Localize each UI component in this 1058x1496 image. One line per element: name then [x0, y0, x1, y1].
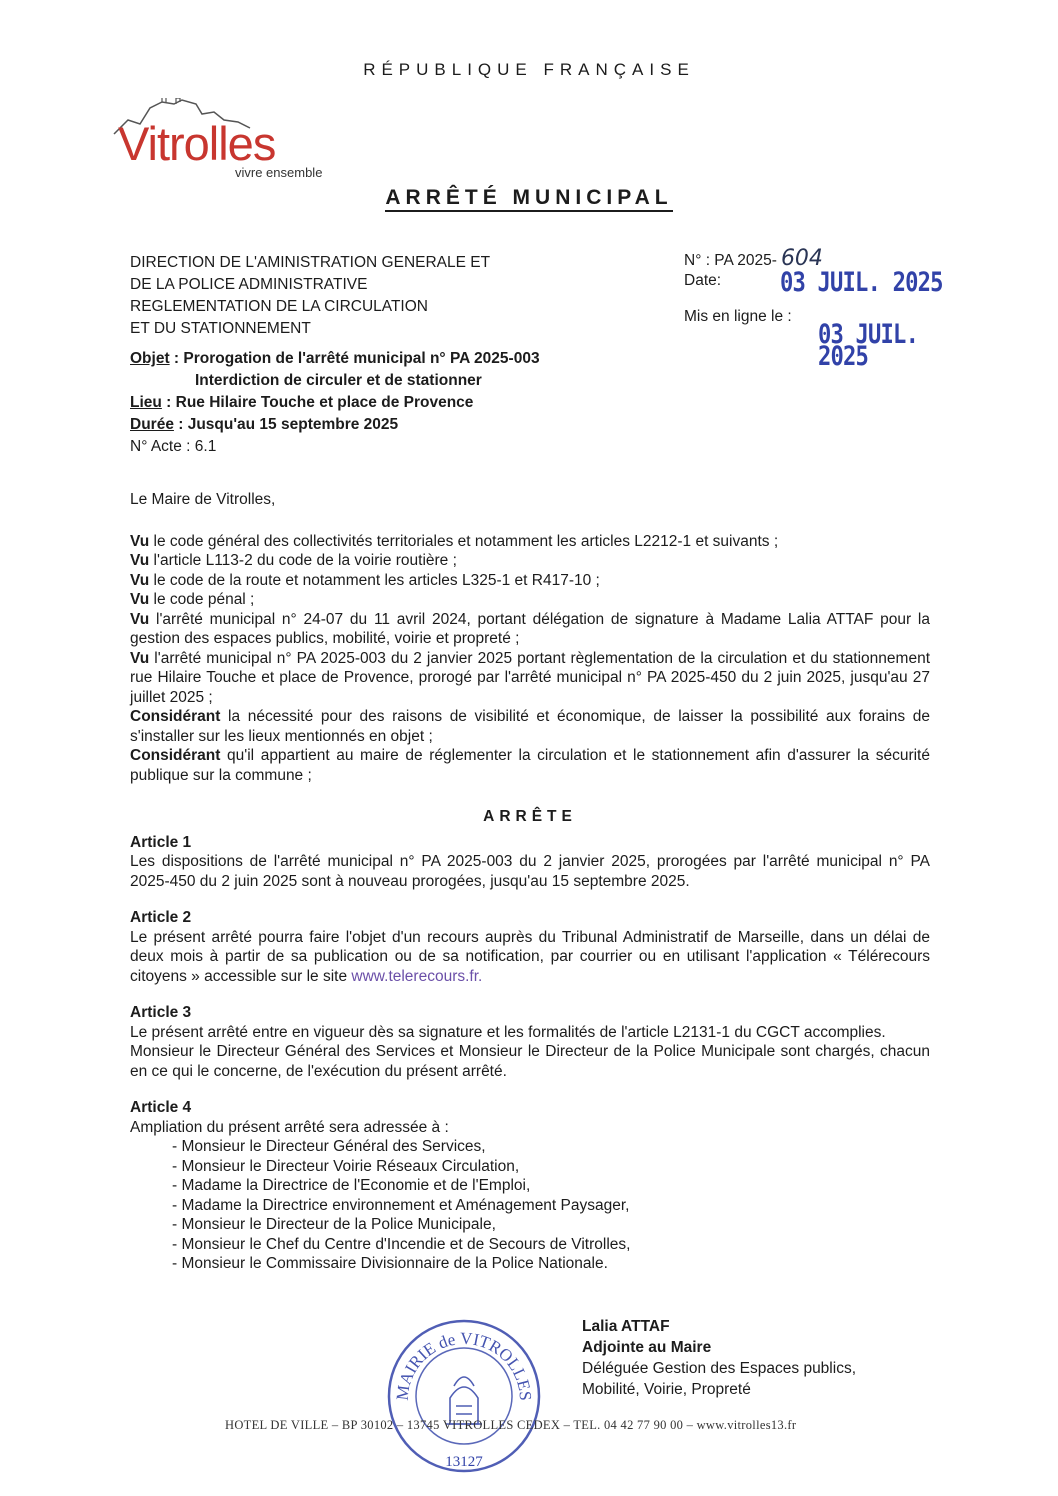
- objet-label: Objet: [130, 350, 170, 367]
- date-label: Date:: [684, 272, 722, 289]
- direction-line: DIRECTION DE L'AMINISTRATION GENERALE ET: [130, 254, 491, 271]
- article-1-title: Article 1: [130, 833, 192, 851]
- telerecours-link[interactable]: www.telerecours.fr.: [351, 967, 483, 985]
- duree-label: Durée: [130, 416, 174, 433]
- signature-block: [582, 1316, 856, 1400]
- acte-number: N° Acte : 6.1: [130, 438, 217, 455]
- intro: Le Maire de Vitrolles,: [130, 491, 276, 508]
- direction-line: DE LA POLICE ADMINISTRATIVE: [130, 276, 368, 293]
- vitrolles-logo: [110, 98, 380, 193]
- direction-line: ET DU STATIONNEMENT: [130, 320, 311, 337]
- logo-tagline: vivre ensemble: [235, 165, 323, 180]
- document-title: ARRÊTÉ MUNICIPAL: [0, 186, 1058, 210]
- list-item: - Monsieur le Directeur de la Police Municipale,: [172, 1216, 496, 1233]
- signatory-delegation: Mobilité, Voirie, Propreté: [582, 1381, 751, 1398]
- list-item: - Monsieur le Chef du Centre d'Incendie et de Secours de Vitrolles,: [172, 1235, 631, 1253]
- consideration-item: Vu le code général des collectivités territoriales et notamment les articles L2212-1 et suivants ;: [130, 532, 779, 550]
- reference-block: [684, 246, 1014, 372]
- article-2-title: Article 2: [130, 909, 192, 926]
- consideration-item: Vu l'arrêté municipal n° 24-07 du 11 avril 2024, portant délégation de signature à Madame Lalia ATTAF pour la gestion des espaces publics, mobilité, voirie et propreté ;: [130, 610, 930, 647]
- recipients-list: [130, 1137, 930, 1274]
- objet-text-2: Interdiction de circuler et de stationner: [195, 372, 482, 389]
- footer-address: HOTEL DE VILLE – BP 30102 – 13745 VITROLLES CEDEX – TEL. 04 42 77 90 00 – www.vitrolles13.fr: [225, 1418, 797, 1432]
- seal-code: 13127: [445, 1454, 483, 1470]
- lieu-text: : Rue Hilaire Touche et place de Provence: [161, 394, 474, 411]
- signatory-name: Lalia ATTAF: [582, 1318, 670, 1335]
- signatory-role: Adjointe au Maire: [582, 1339, 712, 1356]
- objet-text: : Prorogation de l'arrêté municipal n° PA 2025-003: [169, 350, 540, 367]
- online-label: Mis en ligne le :: [684, 308, 792, 325]
- consideration-item: Considérant qu'il appartient au maire de réglementer la circulation et le stationnement afin d'assurer la sécurité publique sur la commune ;: [130, 747, 930, 784]
- consideration-item: Vu l'article L113-2 du code de la voirie routière ;: [130, 552, 457, 569]
- article-3-title: Article 3: [130, 1004, 192, 1021]
- lieu-label: Lieu: [130, 394, 162, 411]
- consideration-item: Vu le code pénal ;: [130, 591, 255, 608]
- consideration-item: Considérant la nécessité pour des raisons de visibilité et économique, de laisser la possibilité aux forains de s'installer sur les lieux mentionnés en objet ;: [130, 708, 930, 745]
- duree-text: : Jusqu'au 15 septembre 2025: [173, 416, 399, 433]
- republique-header: RÉPUBLIQUE FRANÇAISE: [363, 60, 695, 79]
- seal-stamp-icon: [384, 1316, 544, 1476]
- consideration-item: Vu le code de la route et notamment les articles L325-1 et R417-10 ;: [130, 571, 600, 589]
- article-2-text: Le présent arrêté pourra faire l'objet d'un recours auprès du Tribunal Administratif de Marseille, dans un délai de deux mois à partir de sa publication ou de sa notification, par courrier ou en utilisant l'application « Télérecours citoyens » accessible sur le site www.telerecours.fr.: [130, 928, 930, 985]
- handwritten-number: 604: [780, 246, 823, 271]
- consideration-item: Vu l'arrêté municipal n° PA 2025-003 du 2 janvier 2025 portant règlementation de la circulation et du stationnement rue Hilaire Touche et place de Provence, prorogé par l'arrêté municipal n° PA 2025-450 du 2 juin 2025, jusqu'au 27 juillet 2025 ;: [130, 649, 930, 706]
- article-4-title: Article 4: [130, 1099, 192, 1116]
- list-item: - Madame la Directrice de l'Economie et de l'Emploi,: [172, 1177, 531, 1194]
- online-stamp: 03 JUIL. 2025: [818, 319, 919, 372]
- direction-block: [130, 252, 490, 340]
- mairie-seal: [384, 1316, 544, 1476]
- seal-text: MAIRIE de VITROLLES: [392, 1328, 536, 1402]
- list-item: - Monsieur le Commissaire Divisionnaire de la Police Nationale.: [172, 1255, 608, 1272]
- direction-line: REGLEMENTATION DE LA CIRCULATION: [130, 298, 428, 315]
- date-stamp: 03 JUIL. 2025: [780, 267, 943, 298]
- document-body: [130, 490, 930, 1274]
- logo-wordmark: Vitrolles: [118, 117, 276, 170]
- article-1-text: Les dispositions de l'arrêté municipal n° PA 2025-003 du 2 janvier 2025, prorogées par l'arrêté municipal n° PA 2025-450 du 2 juin 2025 sont à nouveau prorogées, jusqu'au 15 septembre 2025.: [130, 853, 930, 890]
- article-3-text-1: Le présent arrêté entre en vigueur dès sa signature et les formalités de l'article L2131-1 du CGCT accomplies.: [130, 1023, 886, 1041]
- article-4-intro: Ampliation du présent arrêté sera adressée à :: [130, 1118, 449, 1136]
- signatory-delegation: Déléguée Gestion des Espaces publics,: [582, 1360, 856, 1377]
- arrete-heading: ARRÊTE: [483, 808, 577, 825]
- list-item: - Monsieur le Directeur Général des Services,: [172, 1138, 486, 1155]
- list-item: - Monsieur le Directeur Voirie Réseaux Circulation,: [172, 1157, 520, 1175]
- reference-label: N° : PA 2025-: [684, 252, 777, 269]
- list-item: - Madame la Directrice environnement et Aménagement Paysager,: [172, 1196, 630, 1214]
- object-block: [130, 348, 540, 458]
- article-3-text-2: Monsieur le Directeur Général des Services et Monsieur le Directeur de la Police Municipale sont chargés, chacun en ce qui le concerne, de l'exécution du présent arrêté.: [130, 1043, 930, 1080]
